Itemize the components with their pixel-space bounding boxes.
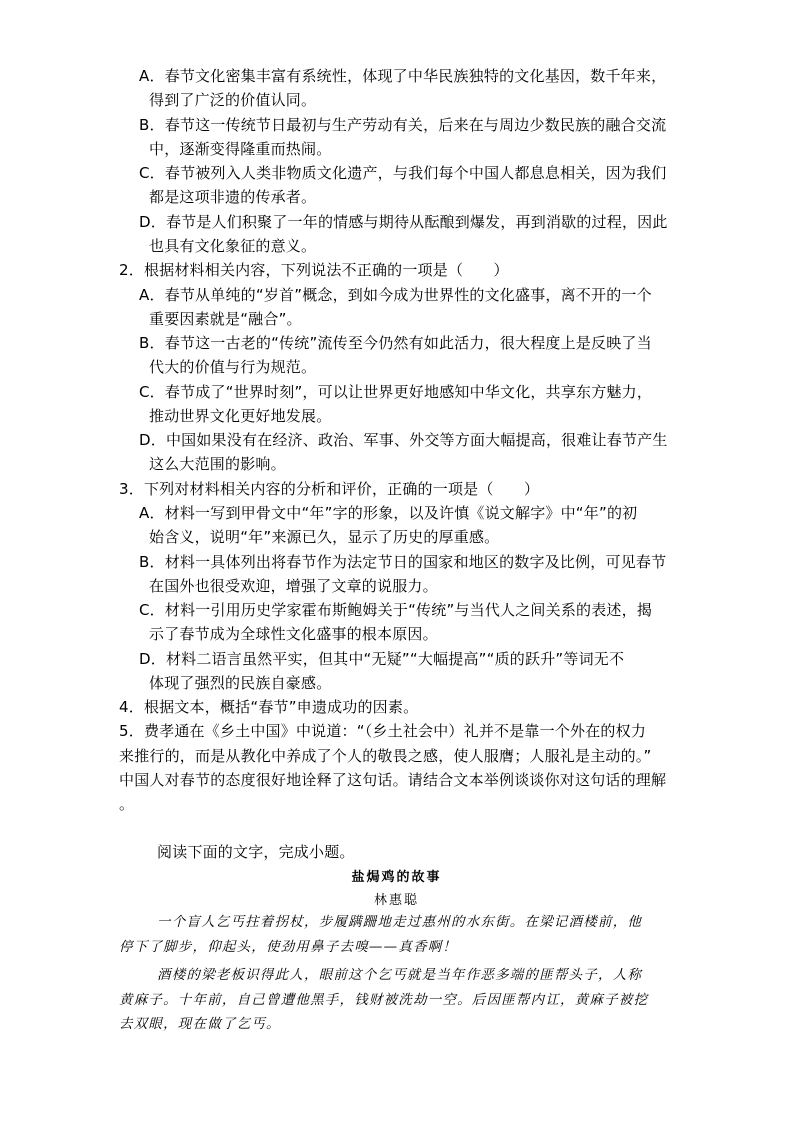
- q3-option-a: A．材料一写到甲骨文中“年”字的形象，以及许慎《说文解字》中“年”的初: [139, 504, 638, 522]
- q1-option-b: B．春节这一传统节日最初与生产劳动有关，后来在与周边少数民族的融合交流: [139, 116, 667, 134]
- q2-stem: 2．根据材料相关内容，下列说法不正确的一项是（ ）: [119, 261, 509, 279]
- q1-option-b-cont: 中，逐渐变得隆重而热闹。: [149, 140, 332, 158]
- q1-option-a: A．春节文化密集丰富有系统性，体现了中华民族独特的文化基因，数千年来，: [139, 67, 667, 85]
- q3-option-a-cont: 始含义，说明“年”来源已久，显示了历史的厚重感。: [149, 528, 500, 546]
- q5-stem-line2: 来推行的，而是从教化中养成了个人的敬畏之感，使人服膺；人服礼是主动的。”: [119, 747, 652, 765]
- q5-stem-line4: 。: [119, 795, 135, 813]
- story-author: 林惠聪: [373, 893, 419, 908]
- q5-stem-line1: 5．费孝通在《乡土中国》中说道：“（乡土社会中）礼并不是靠一个外在的权力: [119, 722, 647, 740]
- q3-option-d-cont: 体现了强烈的民族自豪感。: [149, 674, 332, 692]
- q3-stem: 3．下列对材料相关内容的分析和评价，正确的一项是（ ）: [119, 480, 540, 498]
- q2-option-d-cont: 这么大范围的影响。: [149, 455, 286, 473]
- reading-intro: 阅读下面的文字，完成小题。: [157, 843, 355, 861]
- story-paragraph-2-line3: 去双眼，现在做了乞丐。: [119, 1016, 281, 1032]
- q3-option-b: B．材料一具体列出将春节作为法定节日的国家和地区的数字及比例，可见春节: [139, 553, 667, 571]
- story-paragraph-1-line2: 停下了脚步，仰起头，使劲用鼻子去嗅——真香啊！: [119, 939, 458, 955]
- q5-stem-line3: 中国人对春节的态度很好地诠释了这句话。请结合文本举例谈谈你对这句话的理解: [119, 771, 667, 789]
- q2-option-c: C．春节成了“世界时刻”，可以让世界更好地感知中华文化，共享东方魅力，: [139, 383, 653, 401]
- q4-stem: 4．根据文本，概括“春节”申遗成功的因素。: [119, 698, 419, 716]
- q2-option-a-cont: 重要因素就是“融合”。: [149, 310, 302, 328]
- q3-option-c-cont: 示了春节成为全球性文化盛事的根本原因。: [149, 625, 438, 643]
- story-paragraph-1-line1: 一个盲人乞丐拄着拐杖，步履蹒跚地走过惠州的水东街。在梁记酒楼前，他: [157, 914, 643, 930]
- q2-option-d: D．中国如果没有在经济、政治、军事、外交等方面大幅提高，很难让春节产生: [139, 431, 668, 449]
- q1-option-d: D．春节是人们积聚了一年的情感与期待从酝酿到爆发，再到消歇的过程，因此: [139, 213, 668, 231]
- q3-option-d: D．材料二语言虽然平实，但其中“无疑”“大幅提高”“质的跃升”等词无不: [139, 650, 625, 668]
- q2-option-c-cont: 推动世界文化更好地发展。: [149, 407, 332, 425]
- story-title: 盐焗鸡的故事: [351, 870, 442, 885]
- q2-option-a: A．春节从单纯的“岁首”概念，到如今成为世界性的文化盛事，离不开的一个: [139, 286, 652, 304]
- q3-option-c: C．材料一引用历史学家霍布斯鲍姆关于“传统”与当代人之间关系的表述，揭: [139, 601, 653, 619]
- q2-option-b: B．春节这一古老的“传统”流传至今仍然有如此活力，很大程度上是反映了当: [139, 334, 652, 352]
- story-paragraph-2-line1: 酒楼的梁老板识得此人，眼前这个乞丐就是当年作恶多端的匪帮头子，人称: [157, 967, 643, 983]
- q1-option-c: C．春节被列入人类非物质文化遗产，与我们每个中国人都息息相关，因为我们: [139, 164, 667, 182]
- story-paragraph-2-line2: 黄麻子。十年前，自己曾遭他黑手，钱财被洗劫一空。后因匪帮内讧，黄麻子被挖: [119, 992, 649, 1008]
- q1-option-c-cont: 都是这项非遗的传承者。: [149, 188, 317, 206]
- q2-option-b-cont: 代大的价值与行为规范。: [149, 358, 317, 376]
- q1-option-d-cont: 也具有文化象征的意义。: [149, 237, 317, 255]
- q3-option-b-cont: 在国外也很受欢迎，增强了文章的说服力。: [149, 577, 438, 595]
- q1-option-a-cont: 得到了广泛的价值认同。: [149, 91, 317, 109]
